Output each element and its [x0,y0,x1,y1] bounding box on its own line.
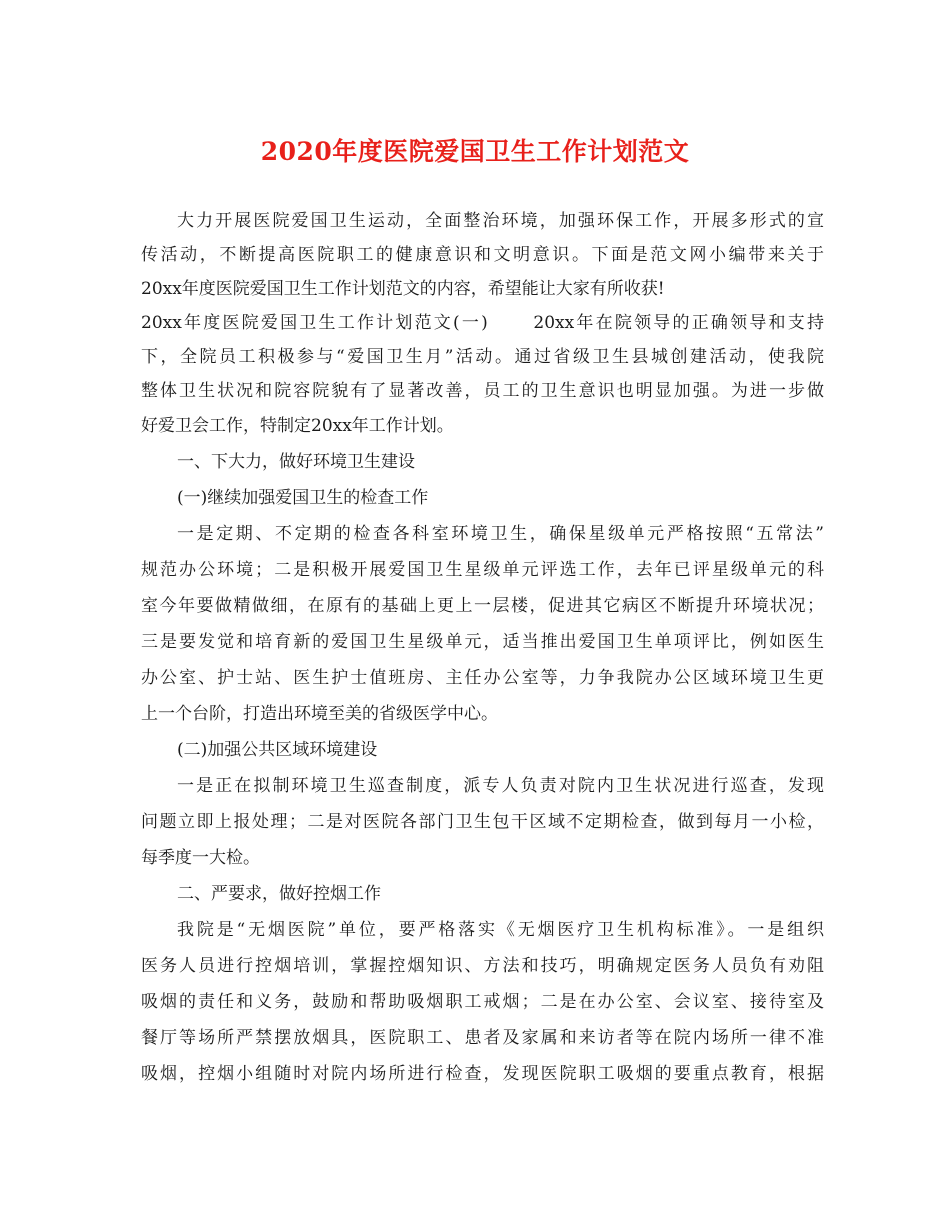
section-heading: 二、严要求，做好控烟工作 [177,884,381,904]
paragraph-line: 一是正在拟制环境卫生巡查制度，派专人负责对院内卫生状况进行巡查，发现 [177,776,824,796]
paragraph-line: 餐厅等场所严禁摆放烟具，医院职工、患者及家属和来访者等在院内场所一律不准 [141,1028,824,1048]
paragraph-line: 一是定期、不定期的检查各科室环境卫生，确保星级单元严格按照“五常法” [177,524,824,544]
paragraph-line: 大力开展医院爱国卫生运动，全面整治环境，加强环保工作，开展多形式的宣 [177,211,824,231]
section-heading: 一、下大力，做好环境卫生建设 [177,452,415,472]
subsection-heading: (一)继续加强爱国卫生的检查工作 [177,488,429,508]
paragraph-line: 20xx年度医院爱国卫生工作计划范文(一) 20xx年在院领导的正确领导和支持 [141,313,824,333]
paragraph-line: 每季度一大检。 [141,848,260,868]
paragraph-line: 我院是“无烟医院”单位，要严格落实《无烟医疗卫生机构标准》。一是组织 [177,920,824,940]
paragraph-line: 医务人员进行控烟培训，掌握控烟知识、方法和技巧，明确规定医务人员负有劝阻 [141,956,824,976]
paragraph-line: 办公室、护士站、医生护士值班房、主任办公室等，力争我院办公区域环境卫生更 [141,668,824,688]
paragraph-line: 规范办公环境；二是积极开展爱国卫生星级单元评选工作，去年已评星级单元的科 [141,560,824,580]
document-body [141,204,824,1092]
paragraph-line: 整体卫生状况和院容院貌有了显著改善，员工的卫生意识也明显加强。为进一步做 [141,381,824,401]
paragraph-line: 上一个台阶，打造出环境至美的省级医学中心。 [141,704,498,724]
paragraph-line: 吸烟的责任和义务，鼓励和帮助吸烟职工戒烟；二是在办公室、会议室、接待室及 [141,992,824,1012]
paragraph-line: 室今年要做精做细，在原有的基础上更上一层楼，促进其它病区不断提升环境状况； [141,596,824,616]
paragraph-line: 20xx年度医院爱国卫生工作计划范文的内容，希望能让大家有所收获! [141,279,665,299]
paragraph-line: 问题立即上报处理；二是对医院各部门卫生包干区域不定期检查，做到每月一小检， [141,812,824,832]
paragraph-line: 传活动，不断提高医院职工的健康意识和文明意识。下面是范文网小编带来关于 [141,245,824,265]
paragraph-line: 下，全院员工积极参与“爱国卫生月”活动。通过省级卫生县城创建活动，使我院 [141,347,824,367]
paragraph-line: 吸烟，控烟小组随时对院内场所进行检查，发现医院职工吸烟的要重点教育，根据 [141,1064,824,1084]
paragraph-line: 好爱卫会工作，特制定20xx年工作计划。 [141,416,454,436]
paragraph-line: 三是要发觉和培育新的爱国卫生星级单元，适当推出爱国卫生单项评比，例如医生 [141,632,824,652]
subsection-heading: (二)加强公共区域环境建设 [177,740,378,760]
document-title: 2020年度医院爱国卫生工作计划范文 [260,137,690,166]
